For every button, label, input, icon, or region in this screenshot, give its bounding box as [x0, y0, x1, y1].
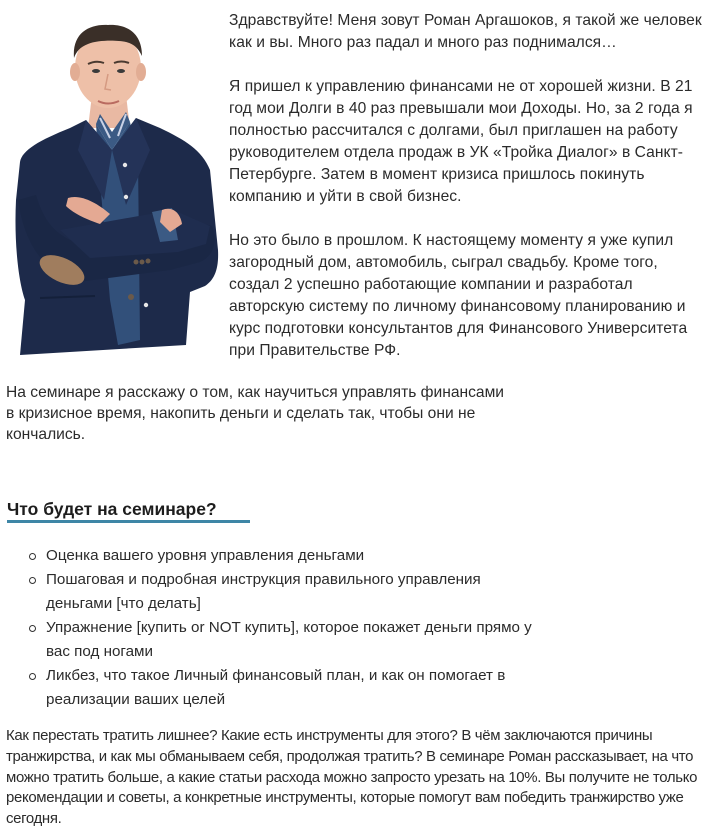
bio-background: Я пришел к управлению финансами не от хорошей жизни. В 21 год мои Долги в 40 раз превышали мои Доходы. Но, за 2 года я полностью рассчитался с долгами, был приглашен на работу руководителем отдела продаж в УК «Тройка Диалог» в Санкт-Петербурге. Затем в момент кризиса пришлось покинуть компанию и уйти в свой бизнес. [229, 78, 693, 205]
list-item [0, 664, 546, 712]
list-item-text: Пошаговая и подробная инструкция правильного управления деньгами [что делать] [46, 571, 481, 612]
list-item-text: Упражнение [купить or NOT купить], которое покажет деньги прямо у вас под ногами [46, 619, 532, 660]
person-portrait-icon [0, 0, 228, 370]
list-item [0, 568, 546, 616]
circle-bullet-icon [29, 625, 36, 632]
seminar-intro: На семинаре я расскажу о том, как научиться управлять финансами в кризисное время, накопить деньги и сделать так, чтобы они не кончались. [6, 384, 505, 443]
list-item-text: Оценка вашего уровня управления деньгами [46, 547, 365, 564]
bio-achievements: Но это было в прошлом. К настоящему моменту я уже купил загородный дом, автомобиль, сыграл свадьбу. Кроме того, создал 2 успешно работающие компании и разработал авторскую систему по личному финансовому планированию и курс подготовки консультантов для Финансового Университета при Правительстве РФ. [229, 232, 688, 359]
seminar-topics-list [0, 544, 600, 712]
seminar-description: Как перестать тратить лишнее? Какие есть инструменты для этого? В чём заключаются причины транжирства, и как мы обманываем себя, продолжая тратить? В семинаре Роман рассказывает, на что можно тратить больше, а какие статьи расхода можно запросто урезать на 10%. Вы получите не только рекомендации и советы, а конкретные инструменты, которые помогут вам победить транжирство уже сегодня. [6, 727, 698, 828]
list-item [0, 544, 546, 568]
list-item [0, 616, 546, 664]
circle-bullet-icon [29, 673, 36, 680]
bio-greeting: Здравствуйте! Меня зовут Роман Аргашоков, я такой же человек как и вы. Много раз падал и много раз поднимался… [229, 12, 702, 51]
circle-bullet-icon [29, 577, 36, 584]
circle-bullet-icon [29, 553, 36, 560]
section-title: Что будет на семинаре? [7, 499, 217, 519]
list-item-text: Ликбез, что такое Личный финансовый план, и как он помогает в реализации ваших целей [46, 667, 506, 708]
author-photo [0, 0, 228, 370]
author-bio [229, 10, 711, 384]
section-title-underline [7, 520, 250, 523]
